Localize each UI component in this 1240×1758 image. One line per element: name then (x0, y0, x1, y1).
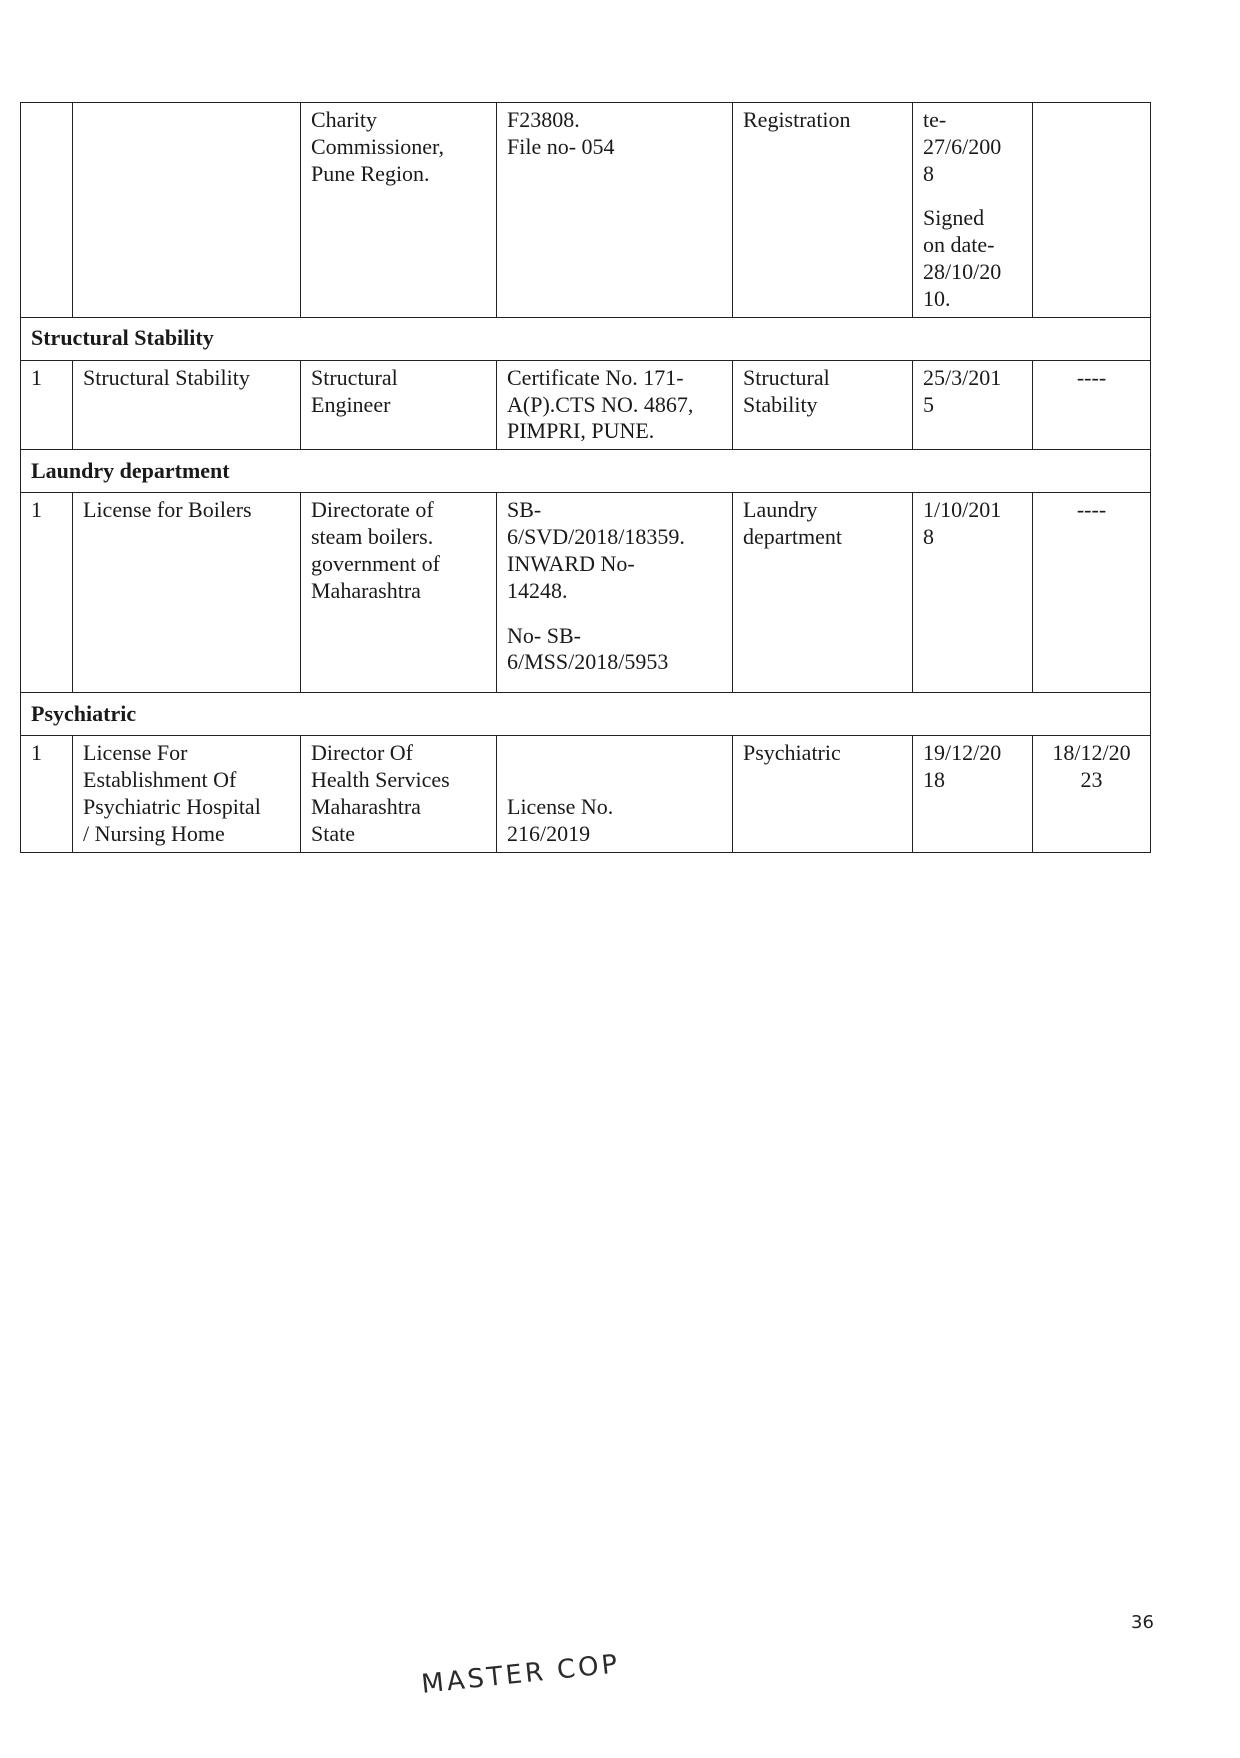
number-line: File no- 054 (507, 133, 615, 159)
department-cell (733, 103, 913, 318)
authority-line: Commissioner, (311, 133, 444, 159)
date-line: 18/12/20 (1052, 740, 1131, 766)
name-line: Establishment Of (83, 767, 237, 793)
number-line: INWARD No- (507, 550, 635, 576)
number-cell (497, 360, 733, 449)
authority-cell (301, 493, 497, 693)
date-line: 19/12/20 (923, 740, 1002, 766)
authority-line: Charity (311, 107, 377, 132)
signed-line: 10. (923, 285, 951, 311)
name-line: / Nursing Home (83, 820, 225, 846)
date-line: 25/3/201 (923, 364, 1002, 390)
authority-line: steam boilers. (311, 524, 434, 550)
department-line: department (743, 524, 842, 550)
name-line: License For (83, 740, 188, 766)
authority-line: Directorate of (311, 497, 434, 523)
date-line: 23 (1080, 767, 1103, 793)
master-copy-stamp: MASTER COP (420, 1649, 622, 1700)
department-cell (733, 360, 913, 449)
name-cell (73, 736, 301, 852)
sr-cell: 1 (21, 493, 73, 693)
section-header (21, 317, 1151, 360)
name-line: License for Boilers (83, 497, 252, 523)
section-header (21, 693, 1151, 736)
section-title: Psychiatric (21, 693, 1151, 736)
number-line: 216/2019 (507, 820, 591, 846)
date-line: 18 (923, 767, 945, 793)
name-cell (73, 103, 301, 318)
validity-cell (1033, 103, 1151, 318)
authority-line: Engineer (311, 391, 391, 417)
sr-cell: 1 (21, 736, 73, 852)
table-row (21, 360, 1151, 449)
from-date-cell (913, 493, 1033, 693)
number-cell (497, 103, 733, 318)
continuation-row (21, 103, 1151, 318)
to-date-cell (1033, 493, 1151, 693)
number-cell (497, 736, 733, 852)
authority-cell (301, 360, 497, 449)
from-date-cell (913, 360, 1033, 449)
date-line: 8 (923, 524, 934, 550)
authority-line: State (311, 820, 355, 846)
signed-line: 28/10/20 (923, 259, 1002, 285)
sr-cell: 1 (21, 360, 73, 449)
number-line: License No. (507, 793, 614, 819)
authority-line: Pune Region. (311, 160, 430, 186)
name-cell (73, 493, 301, 693)
department-cell (733, 736, 913, 852)
authority-line: Health Services (311, 767, 450, 793)
authority-line: Structural (311, 364, 398, 390)
date-line: te- (923, 107, 947, 132)
name-line: Structural Stability (83, 364, 250, 390)
section-title: Laundry department (21, 450, 1151, 493)
date-line: ---- (1076, 364, 1107, 390)
table-row (21, 736, 1151, 852)
authority-line: government of (311, 550, 440, 576)
number-line: 6/SVD/2018/18359. (507, 524, 685, 550)
name-cell (73, 360, 301, 449)
number-line: F23808. (507, 107, 580, 132)
section-title: Structural Stability (21, 317, 1151, 360)
date-cell (913, 103, 1033, 318)
sr-cell (21, 103, 73, 318)
signed-line: on date- (923, 232, 995, 258)
department-line: Structural (743, 364, 830, 390)
number-line: A(P).CTS NO. 4867, (507, 391, 694, 417)
date-line: 27/6/200 (923, 133, 1002, 159)
date-line: 1/10/201 (923, 497, 1002, 523)
authority-cell (301, 103, 497, 318)
number-line: No- SB- (507, 622, 581, 648)
authority-line: Maharashtra (311, 793, 421, 819)
department-line: Psychiatric (743, 740, 841, 766)
to-date-cell (1033, 736, 1151, 852)
number-line: 14248. (507, 577, 568, 603)
page-number: 36 (1131, 1612, 1154, 1633)
from-date-cell (913, 736, 1033, 852)
license-table (20, 102, 1151, 853)
section-header (21, 450, 1151, 493)
authority-line: Director Of (311, 740, 414, 766)
number-line: PIMPRI, PUNE. (507, 418, 655, 444)
department-line: Laundry (743, 497, 818, 523)
authority-line: Maharashtra (311, 577, 421, 603)
date-line: 5 (923, 391, 934, 417)
number-line: Certificate No. 171- (507, 364, 684, 390)
number-line: SB- (507, 497, 542, 523)
date-line: ---- (1076, 497, 1107, 523)
date-line: 8 (923, 160, 934, 186)
department-text: Registration (743, 107, 851, 132)
number-line: 6/MSS/2018/5953 (507, 649, 669, 675)
department-line: Stability (743, 391, 818, 417)
to-date-cell (1033, 360, 1151, 449)
name-line: Psychiatric Hospital (83, 793, 261, 819)
department-cell (733, 493, 913, 693)
number-cell (497, 493, 733, 693)
table-row (21, 493, 1151, 693)
authority-cell (301, 736, 497, 852)
signed-line: Signed (923, 205, 985, 231)
